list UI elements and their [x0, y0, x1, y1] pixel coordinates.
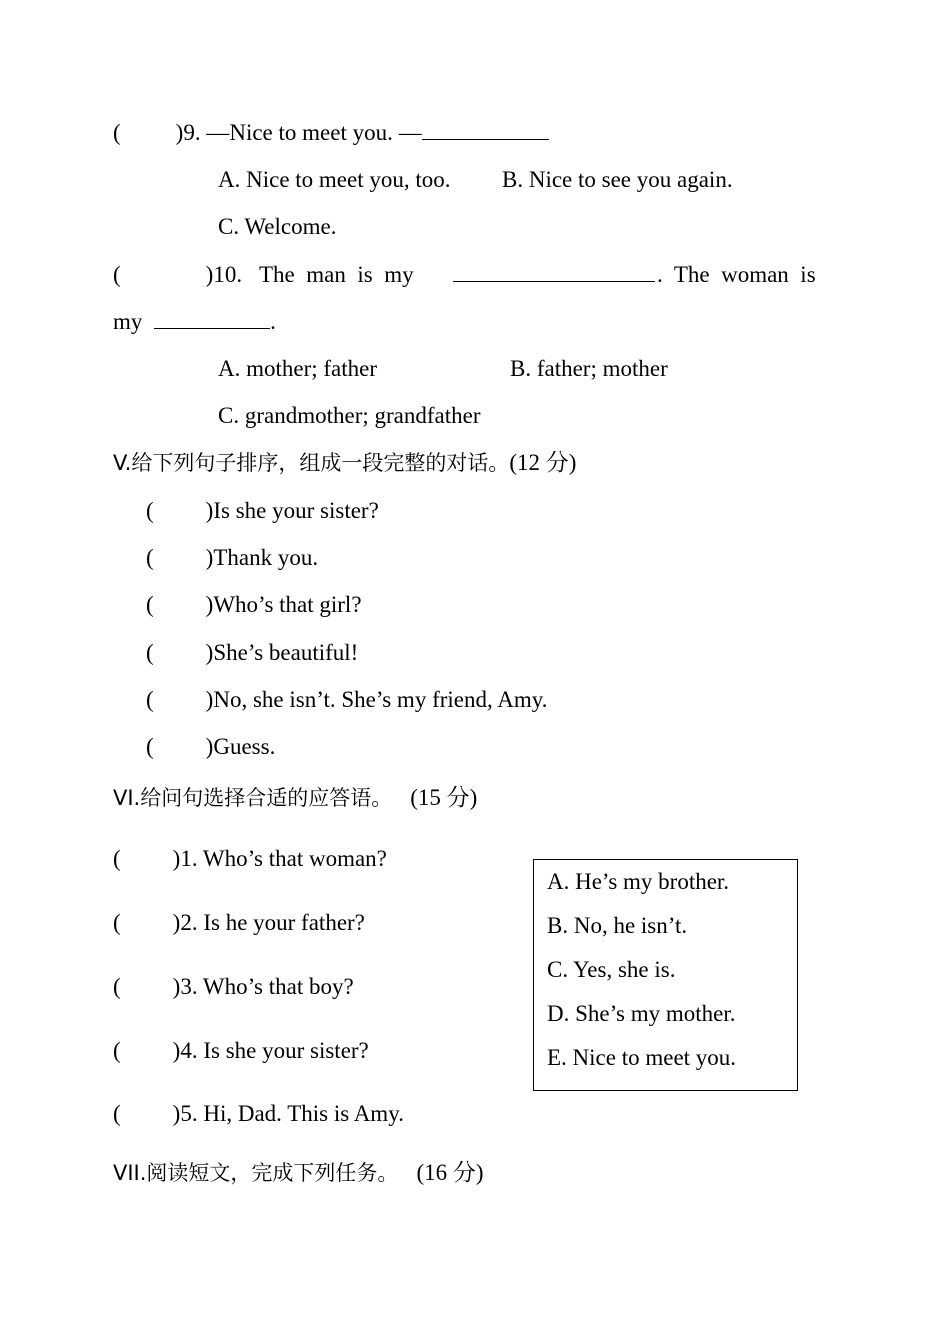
- match-question: [113, 845, 387, 873]
- question-10: [113, 261, 242, 289]
- answer-option-c: C. Yes, she is.: [547, 957, 676, 982]
- answer-option-e: E. Nice to meet you.: [547, 1045, 737, 1070]
- q10-text-part1: The man is my: [259, 262, 414, 287]
- section-5-score: (12 分): [509, 450, 577, 475]
- open-paren: (: [146, 640, 154, 665]
- sort-item-text: Thank you.: [213, 545, 319, 570]
- match-question-text: )1. Who’s that woman?: [172, 846, 387, 871]
- sort-item: [146, 497, 379, 525]
- close-paren: ): [205, 734, 214, 759]
- answer-option-d: D. She’s my mother.: [547, 1001, 736, 1026]
- close-paren: ): [205, 687, 214, 712]
- match-question-text: )4. Is she your sister?: [172, 1038, 369, 1063]
- open-paren: (: [146, 734, 154, 759]
- q9-option-b: B. Nice to see you again.: [502, 167, 733, 192]
- q10-text-part3: [113, 308, 276, 336]
- q9-option-c: C. Welcome.: [218, 214, 337, 239]
- answer-paren: (: [113, 262, 121, 287]
- open-paren: (: [146, 592, 154, 617]
- sort-item: [146, 639, 358, 667]
- match-question: [113, 1100, 404, 1128]
- match-question-text: )3. Who’s that boy?: [172, 974, 354, 999]
- match-question: [113, 1037, 369, 1065]
- sort-item-text: Who’s that girl?: [213, 592, 362, 617]
- q10-option-b: B. father; mother: [510, 356, 668, 381]
- sort-item: [146, 544, 318, 572]
- close-paren: ): [205, 640, 214, 665]
- open-paren: (: [113, 846, 121, 871]
- open-paren: (: [113, 1101, 121, 1126]
- q10-text-part2: . The woman is: [657, 262, 816, 287]
- open-paren: (: [146, 545, 154, 570]
- question-text: —Nice to meet you. —: [206, 120, 422, 145]
- match-question-text: )2. Is he your father?: [172, 910, 365, 935]
- sort-item-text: No, she isn’t. She’s my friend, Amy.: [213, 687, 548, 712]
- section-5-title: V.给下列句子排序，组成一段完整的对话。: [113, 451, 510, 475]
- section-6-score: (15 分): [410, 785, 478, 810]
- section-6-heading: [113, 784, 477, 812]
- answer-options-box: [533, 859, 798, 1091]
- answer-option-a: A. He’s my brother.: [547, 869, 730, 894]
- match-question-text: )5. Hi, Dad. This is Amy.: [172, 1101, 404, 1126]
- question-number: )10.: [205, 262, 243, 287]
- open-paren: (: [146, 498, 154, 523]
- close-paren: ): [205, 592, 214, 617]
- sort-item-text: Is she your sister?: [213, 498, 379, 523]
- sort-item-text: She’s beautiful!: [213, 640, 359, 665]
- sort-item: [146, 591, 362, 619]
- close-paren: ): [205, 498, 214, 523]
- q10-blank-1[interactable]: [453, 261, 655, 289]
- match-question: [113, 973, 354, 1001]
- section-6-title: VI.给问句选择合适的应答语。: [113, 786, 393, 810]
- question-9: [113, 119, 549, 147]
- section-7-title: VII.阅读短文，完成下列任务。: [113, 1161, 399, 1185]
- section-5-heading: [113, 449, 576, 477]
- answer-blank[interactable]: [422, 119, 549, 140]
- q10-option-a: A. mother; father: [218, 356, 378, 381]
- close-paren: ): [205, 545, 214, 570]
- question-number: )9.: [175, 120, 201, 145]
- sort-item-text: Guess.: [213, 734, 276, 759]
- match-question: [113, 909, 365, 937]
- q10-end-period: .: [270, 309, 276, 334]
- sort-item: [146, 733, 275, 761]
- q9-option-a: A. Nice to meet you, too.: [218, 167, 451, 192]
- q10-option-c: C. grandmother; grandfather: [218, 403, 481, 428]
- section-7-heading: [113, 1159, 484, 1187]
- q10-word-my: my: [113, 309, 143, 334]
- answer-paren: (: [113, 120, 121, 145]
- q10-blank-2[interactable]: [154, 308, 270, 329]
- open-paren: (: [113, 910, 121, 935]
- section-7-score: (16 分): [416, 1160, 484, 1185]
- open-paren: (: [113, 1038, 121, 1063]
- open-paren: (: [146, 687, 154, 712]
- open-paren: (: [113, 974, 121, 999]
- sort-item: [146, 686, 547, 714]
- answer-option-b: B. No, he isn’t.: [547, 913, 688, 938]
